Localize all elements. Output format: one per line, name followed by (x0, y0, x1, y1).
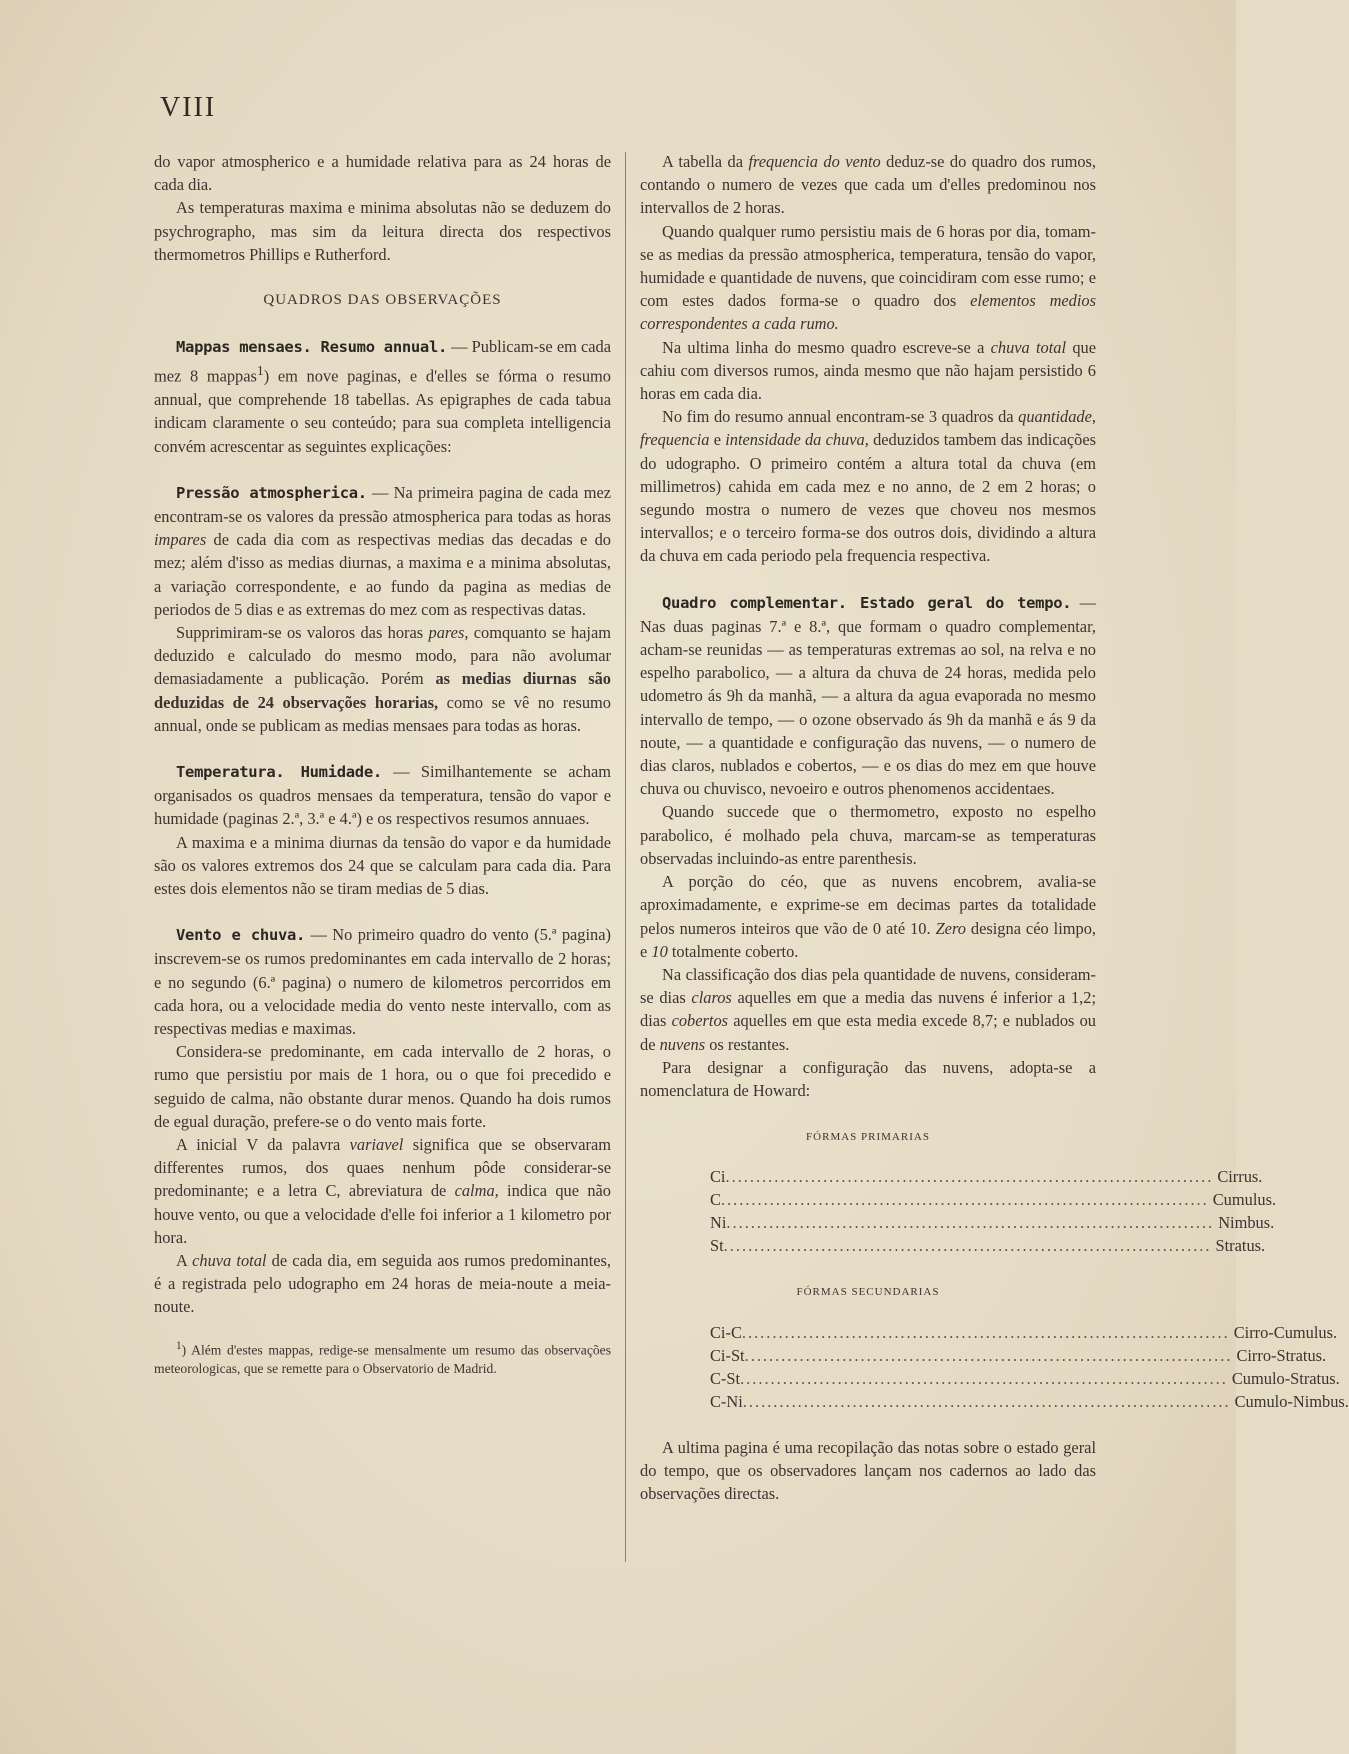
run-in-heading: Pressão atmospherica. (176, 483, 367, 502)
paragraph: A porção do céo, que as nuvens encobrem, avalia-se aproximadamente, e exprime-se em decimas partes da totalidade pelos numeros inteiros que vão de 0 até 10. Zero designa céo limpo, e 10 totalmente coberto. (640, 872, 1096, 961)
cloud-name: Cirro-Cumulus. (1233, 1322, 1338, 1342)
run-in-heading: Vento e chuva. (176, 926, 306, 945)
cloud-form-row (710, 1165, 1263, 1188)
paragraph: A inicial V da palavra variavel significa que se observaram differentes rumos, dos quaes nenhum pôde considerar-se predominante; e a letra C, abreviatura de calma, indica que não houve vento, ou que a velocidade d'elle foi inferior a 1 kilometro por hora. (154, 1134, 611, 1247)
cloud-form-row (710, 1390, 1349, 1413)
cloud-name: Cumulo-Nimbus. (1234, 1391, 1349, 1411)
leader-dots: ................................................................................ (720, 1190, 1209, 1210)
cloud-name: Nimbus. (1218, 1213, 1275, 1233)
cloud-forms-primary (640, 1165, 1277, 1257)
paragraph: As temperaturas maxima e minima absolutas não se deduzem do psychrographo, mas sim da leitura directa dos respectivos thermometros Phillips e Rutherford. (154, 198, 611, 264)
right-column (640, 150, 1349, 1505)
paragraph: Considera-se predominante, em cada intervallo de 2 horas, o rumo que persistiu por mais de 1 hora, ou o que foi precedido e seguido de calma, não obstante durar menos. Quando ha dois rumos de egual duração, prefere-se o do vento mais forte. (154, 1042, 611, 1131)
leader-dots: ................................................................................ (740, 1368, 1228, 1388)
leader-dots: ................................................................................ (744, 1345, 1233, 1365)
paragraph: Na classificação dos dias pela quantidade de nuvens, consideram-se dias claros aquelles em que a media das nuvens é inferior a 1,2; dias cobertos aquelles em que esta media excede 8,7; e nublados ou de nuvens os restantes. (640, 964, 1096, 1054)
paragraph-vento: Vento e chuva. — No primeiro quadro do vento (5.ª pagina) inscrevem-se os rumos predominantes em cada intervallo de 2 horas; e no segundo (6.ª pagina) o numero de kilometros percorridos em cada hora, ou a velocidade media do vento neste intervallo, com as respectivas medias e maximas. (154, 925, 611, 1038)
paragraph: No fim do resumo annual encontram-se 3 quadros da quantidade, frequencia e intensidade da chuva, deduzidos tambem das indicações do udographo. O primeiro contém a altura total da chuva (em millimetros) cahida em cada mez e no anno, de 2 em 2 horas; o segundo mostra o numero de vezes que choveu nos mesmos intervallos; e o terceiro forma-se dos outros dois, dividindo a altura da chuva em cada periodo pela frequencia respectiva. (640, 407, 1096, 566)
cloud-abbr: C (710, 1190, 721, 1210)
leader-dots: ................................................................................ (741, 1322, 1230, 1342)
paragraph: Quando qualquer rumo persistiu mais de 6 horas por dia, tomam-se as medias da pressão atmospherica, temperatura, tensão do vapor, humidade e quantidade de nuvens, que coincidiram com esse rumo; e com estes dados forma-se o quadro dos elementos medios correspondentes a cada rumo. (640, 221, 1097, 334)
paragraph: Para designar a configuração das nuvens, adopta-se a nomenclatura de Howard: (640, 1057, 1096, 1100)
paragraph-temperatura: Temperatura. Humidade. — Similhantemente se acham organisados os quadros mensaes da temperatura, tensão do vapor e humidade (paginas 2.ª, 3.ª e 4.ª) e os respectivos resumos annuaes. (154, 761, 611, 829)
left-column (154, 150, 611, 1378)
cloud-forms-secondary (640, 1321, 1349, 1413)
subsection-title: FÓRMAS PRIMARIAS (806, 1131, 930, 1144)
leader-dots: ................................................................................ (742, 1391, 1231, 1411)
footnote-ref: 1 (256, 363, 264, 379)
paragraph: Supprimiram-se os valoros das horas pares, comquanto se hajam deduzido e calculado do mesmo modo, para não avolumar demasiadamente a publicação. Porém as medias diurnas são deduzidas de 24 observações horarias, como se vê no resumo annual, onde se publicam as medias mensaes para todas as horas. (154, 622, 611, 735)
cloud-form-row (710, 1321, 1338, 1344)
paragraph-quadro: Quadro complementar. Estado geral do tempo. — Nas duas paginas 7.ª e 8.ª, que formam o quadro complementar, acham-se reunidas — as temperaturas extremas ao sol, na relva e no espelho parabolico, — a altura da chuva de 24 horas, medida pelo udometro ás 9h da manhã, — a altura da agua evaporada no mesmo intervallo de tempo, — o ozone observado ás 9h da manhã e ás 9 da noute, — a quantidade e configuração das nuvens, — o numero de dias claros, nublados e cobertos, — e os dias do mez em que houve chuva ou chuvisco, nevoeiro e outros phenomenos accidentaes. (640, 592, 1096, 799)
paragraph: A ultima pagina é uma recopilação das notas sobre o estado geral do tempo, que os observadores lançam nos cadernos ao lado das observações directas. (640, 1437, 1096, 1503)
footnote: $^1$) Além d'estes mappas, redige-se mensalmente um resumo das observações meteorologicas, que se remette para o Observatorio de Madrid. (154, 1339, 611, 1377)
paragraph: do vapor atmospherico e a humidade relativa para as 24 horas de cada dia. (154, 152, 611, 195)
leader-dots: ................................................................................ (723, 1236, 1212, 1256)
cloud-name: Cumulo-Stratus. (1231, 1368, 1340, 1388)
cloud-abbr: C-Ni (710, 1391, 743, 1411)
page-number: VIII (160, 92, 217, 123)
leader-dots: ................................................................................ (726, 1213, 1215, 1233)
paragraph-mappas: Mappas mensaes. Resumo annual. — Publicam-se em cada mez 8 mappas$^1$) em nove paginas, e d'elles se fórma o resumo annual, que comprehende 18 tabellas. As epigraphes de cada tabua indicam claramente o seu conteúdo; para sua completa intelligencia convém acrescentar as seguintes explicações: (154, 337, 611, 456)
cloud-form-row (710, 1367, 1340, 1390)
cloud-form-row (710, 1188, 1277, 1211)
cloud-abbr: C-St (710, 1368, 741, 1388)
subsection-title: FÓRMAS SECUNDARIAS (796, 1286, 940, 1299)
paragraph: A chuva total de cada dia, em seguida aos rumos predominantes, é a registrada pelo udographo em 24 horas de meia-noute a meia-noute. (154, 1251, 612, 1317)
leader-dots: ................................................................................ (725, 1167, 1214, 1187)
paragraph: A maxima e a minima diurnas da tensão do vapor e da humidade são os valores extremos dos 24 que se calculam para cada dia. Para estes dois elementos não se tiram medias de 5 dias. (154, 832, 611, 898)
cloud-name: Cirro-Stratus. (1236, 1345, 1327, 1365)
cloud-abbr: Ci (710, 1167, 726, 1187)
column-divider (625, 152, 626, 1562)
cloud-abbr: St (710, 1236, 724, 1256)
cloud-form-row (710, 1344, 1327, 1367)
cloud-abbr: Ci-St (710, 1345, 745, 1365)
paragraph: Na ultima linha do mesmo quadro escreve-se a chuva total que cahiu com diversos rumos, ainda mesmo que não hajam persistido 6 horas em cada dia. (640, 337, 1096, 404)
paragraph: Quando succede que o thermometro, exposto no espelho parabolico, é molhado pela chuva, marcam-se as temperaturas observadas incluindo-as entre parenthesis. (640, 802, 1096, 868)
cloud-name: Stratus. (1215, 1236, 1266, 1256)
cloud-name: Cumulus. (1212, 1190, 1277, 1210)
paragraph-pressao: Pressão atmospherica. — Na primeira pagina de cada mez encontram-se os valores da pressão atmospherica para todas as horas impares de cada dia com as respectivas medias das decadas e do mez; além d'isso as medias diurnas, a maxima e a minima absolutas, a variação correspondente, e ao fundo da pagina as medias de periodos de 5 dias e as extremas do mez com as respectivas datas. (154, 482, 611, 619)
section-title: QUADROS DAS OBSERVAÇÕES (263, 292, 502, 309)
cloud-form-row (710, 1234, 1266, 1257)
paragraph: A tabella da frequencia do vento deduz-se do quadro dos rumos, contando o numero de vezes que cada um d'elles predominou nos intervallos de 2 horas. (640, 152, 1096, 218)
cloud-abbr: Ci-C (710, 1322, 742, 1342)
run-in-heading: Mappas mensaes. Resumo annual. (176, 338, 448, 357)
run-in-heading: Quadro complementar. Estado geral do tempo. (662, 593, 1072, 612)
cloud-form-row (710, 1211, 1275, 1234)
cloud-name: Cirrus. (1217, 1167, 1263, 1187)
cloud-abbr: Ni (710, 1213, 727, 1233)
run-in-heading: Temperatura. Humidade. (176, 762, 382, 781)
